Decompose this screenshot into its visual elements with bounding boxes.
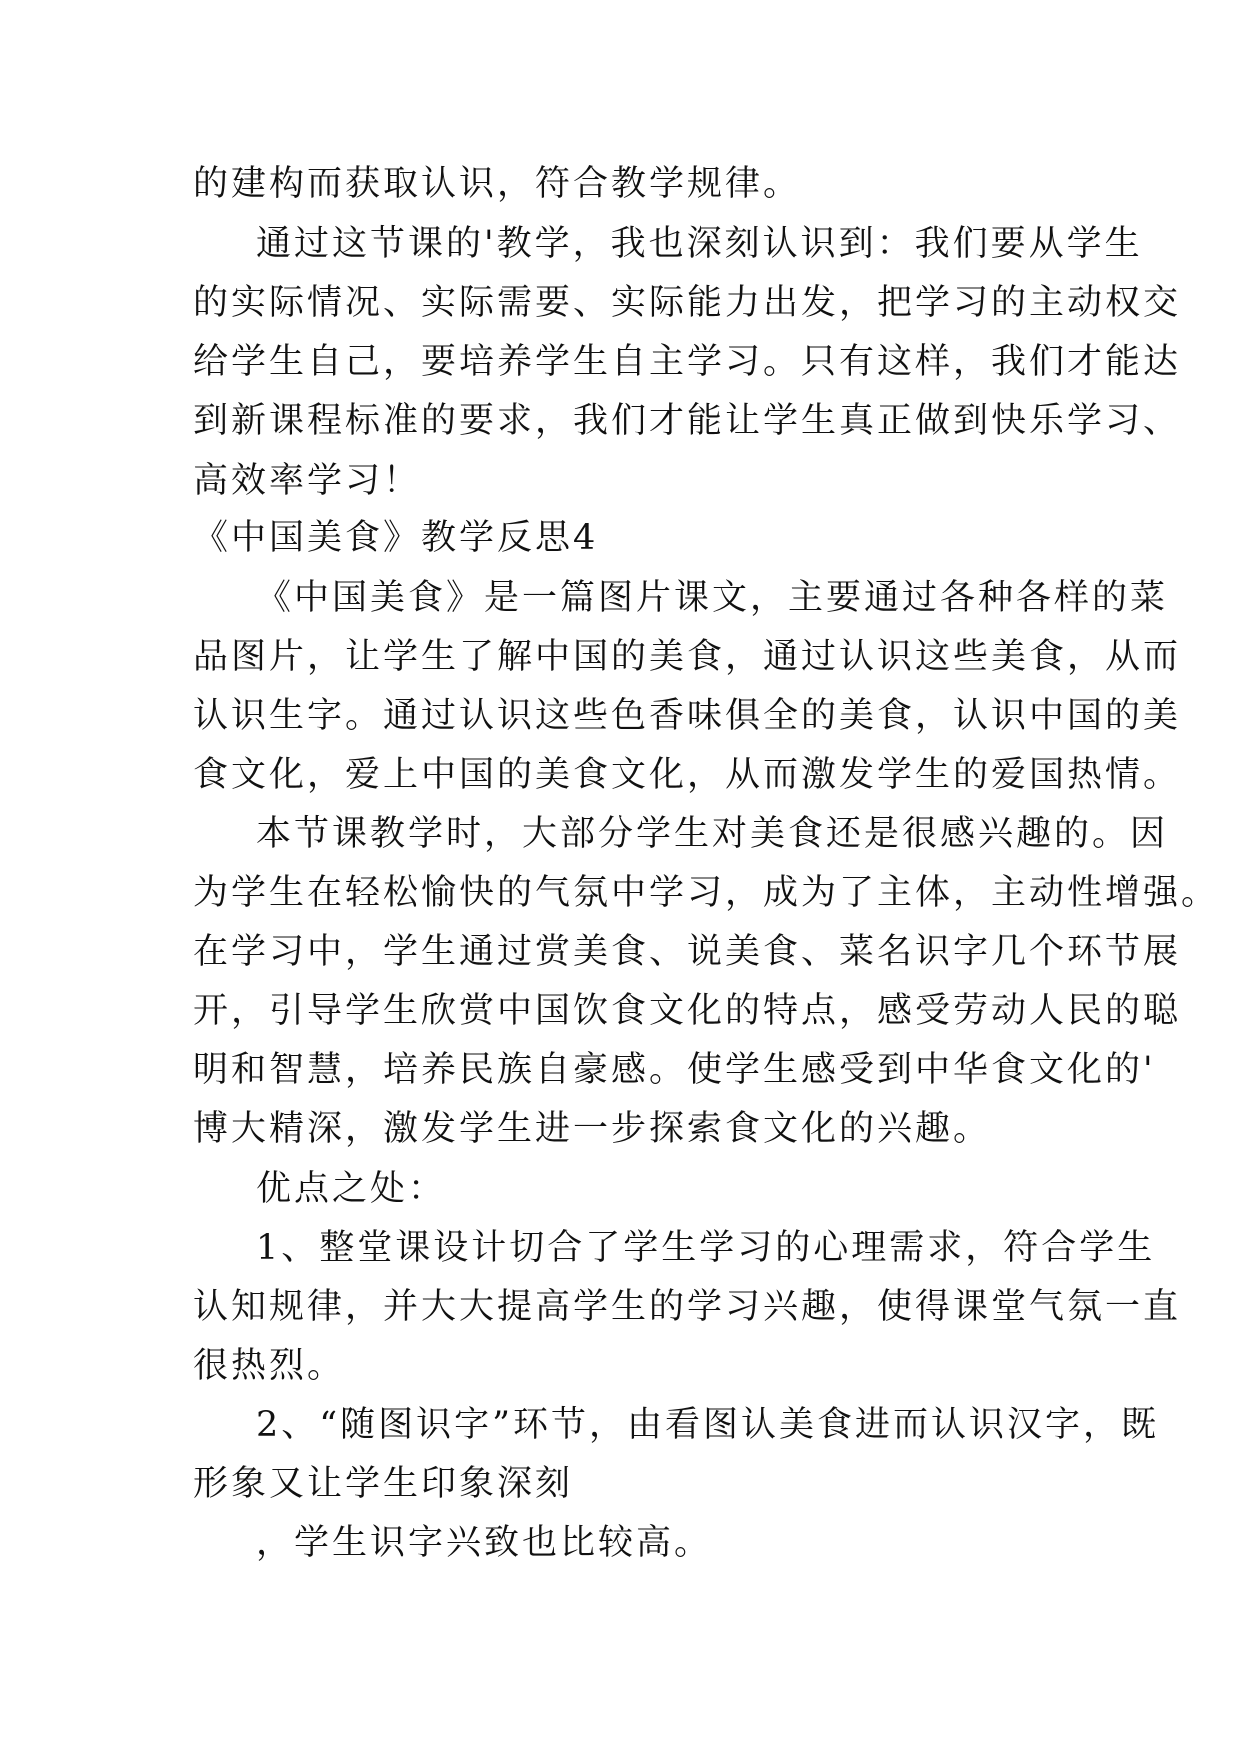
section-heading: 《中国美食》教学反思4 [193, 518, 599, 558]
text-line: 通过这节课的'教学，我也深刻认识到：我们要从学生 [256, 224, 1143, 264]
text-line: 在学习中，学生通过赏美食、说美食、菜名识字几个环节展 [193, 932, 1182, 972]
text-line: 的建构而获取认识，符合教学规律。 [193, 164, 802, 204]
text-line: 认知规律，并大大提高学生的学习兴趣，使得课堂气氛一直 [193, 1287, 1182, 1327]
text-line: 品图片，让学生了解中国的美食，通过认识这些美食，从而 [193, 637, 1182, 677]
text-line: 为学生在轻松愉快的气氛中学习，成为了主体，主动性增强。 [193, 873, 1220, 913]
text-line: 食文化，爱上中国的美食文化，从而激发学生的爱国热情。 [193, 755, 1182, 795]
text-line: 2、“随图识字”环节，由看图认美食进而认识汉字，既 [256, 1405, 1160, 1445]
text-line: 到新课程标准的要求，我们才能让学生真正做到快乐学习、 [193, 401, 1182, 441]
text-line: 开，引导学生欣赏中国饮食文化的特点，感受劳动人民的聪 [193, 991, 1182, 1031]
text-line: 的实际情况、实际需要、实际能力出发，把学习的主动权交 [193, 283, 1182, 323]
text-line: 高效率学习！ [193, 461, 422, 501]
text-line: 本节课教学时，大部分学生对美食还是很感兴趣的。因 [256, 814, 1169, 854]
text-line: 认识生字。通过认识这些色香味俱全的美食，认识中国的美 [193, 696, 1182, 736]
text-line: 博大精深，激发学生进一步探索食文化的兴趣。 [193, 1109, 992, 1149]
text-line: 1、整堂课设计切合了学生学习的心理需求，符合学生 [256, 1228, 1156, 1268]
text-line: 优点之处： [256, 1169, 447, 1209]
text-line: 《中国美食》是一篇图片课文，主要通过各种各样的菜 [256, 578, 1169, 618]
text-line: 明和智慧，培养民族自豪感。使学生感受到中华食文化的' [193, 1050, 1156, 1090]
text-line: 形象又让学生印象深刻 [193, 1464, 574, 1504]
text-line: 给学生自己，要培养学生自主学习。只有这样，我们才能达 [193, 342, 1182, 382]
text-line: 很热烈。 [193, 1346, 346, 1386]
text-line: ，学生识字兴致也比较高。 [256, 1523, 713, 1563]
